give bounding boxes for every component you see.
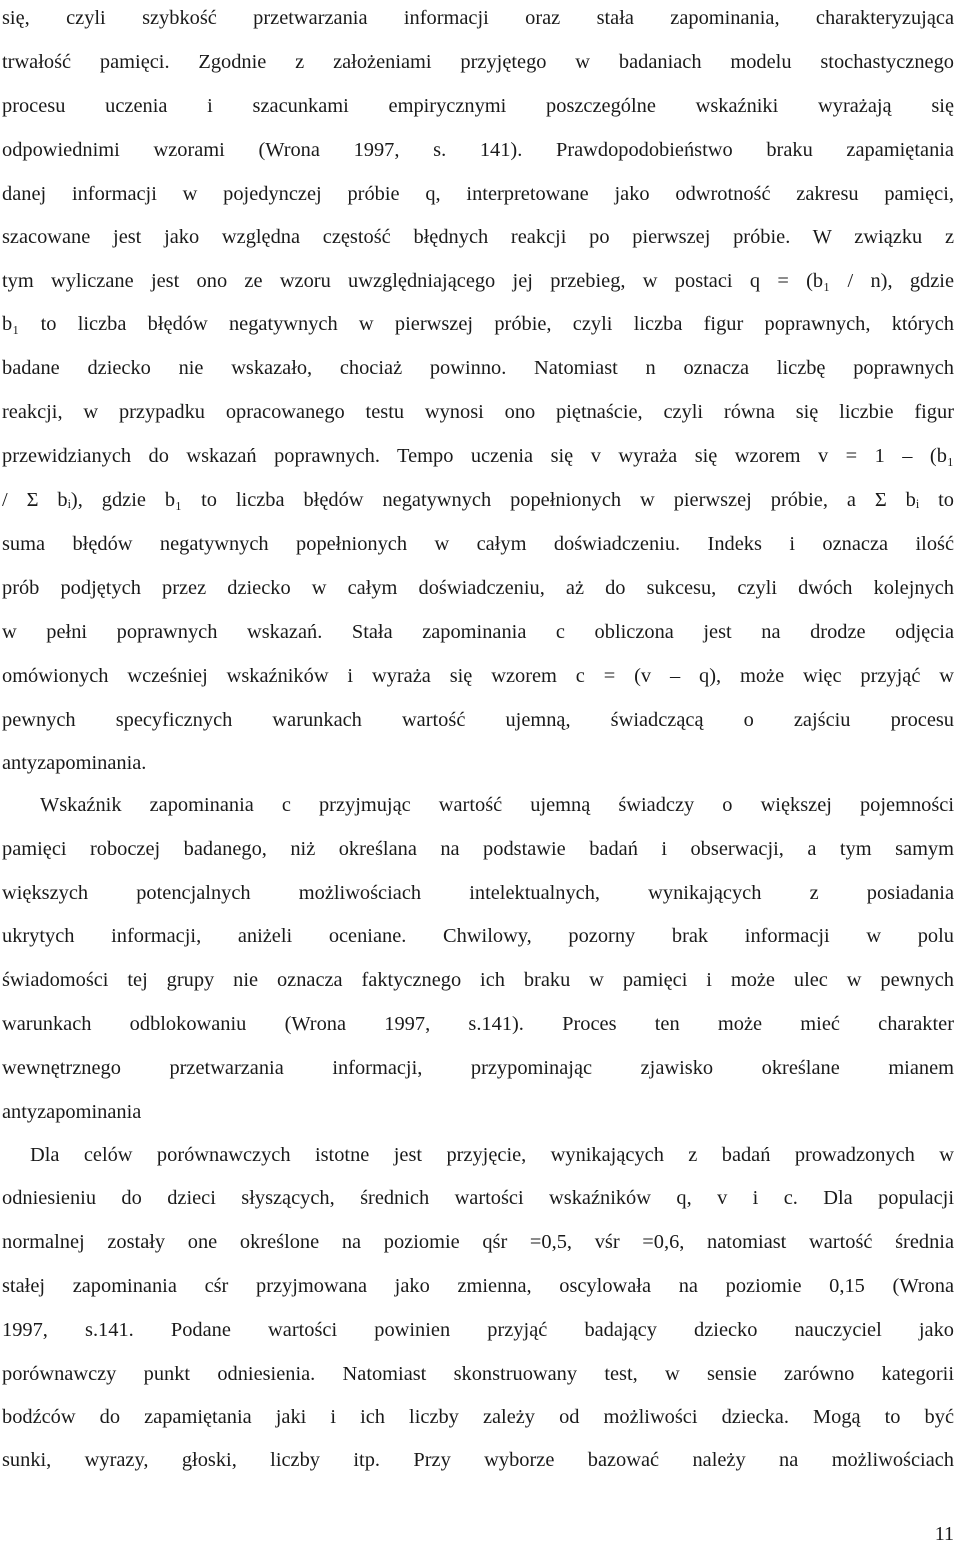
text-line: Wskaźnik zapominania c przyjmując wartość ujemną świadczy o większej pojemności bbox=[40, 794, 954, 816]
text-line: normalnej zostały one określone na poziomie qśr =0,5, vśr =0,6, natomiast wartość średnia bbox=[2, 1231, 954, 1253]
text-line: badane dziecko nie wskazało, chociaż powinno. Natomiast n oznacza liczbę poprawnych bbox=[2, 357, 954, 379]
text-line: pamięci roboczej badanego, niż określana na podstawie badań i obserwacji, a tym samym bbox=[2, 838, 954, 860]
text-line: szacowane jest jako względna częstość błędnych reakcji po pierwszej próbie. W związku z bbox=[2, 226, 954, 248]
text-line: świadomości tej grupy nie oznacza faktycznego ich braku w pamięci i może ulec w pewnych bbox=[2, 969, 954, 991]
text-line: b₁ to liczba błędów negatywnych w pierwszej próbie, czyli liczba figur poprawnych, których bbox=[2, 313, 954, 335]
text-line: wewnętrznego przetwarzania informacji, przypominając zjawisko określane mianem bbox=[2, 1057, 954, 1079]
text-line: bodźców do zapamiętania jaki i ich liczby zależy od możliwości dziecka. Mogą to być bbox=[2, 1406, 954, 1428]
text-line: reakcji, w przypadku opracowanego testu wynosi ono piętnaście, czyli równa się liczbie figur bbox=[2, 401, 954, 423]
text-line: prób podjętych przez dziecko w całym doświadczeniu, aż do sukcesu, czyli dwóch kolejnych bbox=[2, 577, 954, 599]
text-line: 1997, s.141. Podane wartości powinien przyjąć badający dziecko nauczyciel jako bbox=[2, 1319, 954, 1341]
text-line: omówionych wcześniej wskaźników i wyraża się wzorem c = (v – q), może więc przyjąć w bbox=[2, 665, 954, 687]
text-line: warunkach odblokowaniu (Wrona 1997, s.141). Proces ten może mieć charakter bbox=[2, 1013, 954, 1035]
text-line: w pełni poprawnych wskazań. Stała zapominania c obliczona jest na drodze odjęcia bbox=[2, 621, 954, 643]
text-line: trwałość pamięci. Zgodnie z założeniami przyjętego w badaniach modelu stochastycznego bbox=[2, 51, 954, 73]
text-line: odniesieniu do dzieci słyszących, średnich wartości wskaźników q, v i c. Dla populacji bbox=[2, 1187, 954, 1209]
text-line: Dla celów porównawczych istotne jest przyjęcie, wynikających z badań prowadzonych w bbox=[30, 1144, 954, 1166]
text-line: pewnych specyficznych warunkach wartość ujemną, świadczącą o zajściu procesu bbox=[2, 709, 954, 731]
text-line: / Σ bᵢ), gdzie b₁ to liczba błędów negatywnych popełnionych w pierwszej próbie, a Σ bᵢ to bbox=[2, 489, 954, 511]
page-number: 11 bbox=[934, 1523, 954, 1545]
text-line: suma błędów negatywnych popełnionych w całym doświadczeniu. Indeks i oznacza ilość bbox=[2, 533, 954, 555]
text-line: porównawczy punkt odniesienia. Natomiast skonstruowany test, w sensie zarówno kategorii bbox=[2, 1363, 954, 1385]
text-line: przewidzianych do wskazań poprawnych. Tempo uczenia się v wyraża się wzorem v = 1 – (b₁ bbox=[2, 445, 954, 467]
text-line: danej informacji w pojedynczej próbie q, interpretowane jako odwrotność zakresu pamięci, bbox=[2, 183, 954, 205]
text-line: się, czyli szybkość przetwarzania informacji oraz stała zapominania, charakteryzująca bbox=[2, 7, 954, 29]
text-line: większych potencjalnych możliwościach intelektualnych, wynikających z posiadania bbox=[2, 882, 954, 904]
text-line: odpowiednimi wzorami (Wrona 1997, s. 141). Prawdopodobieństwo braku zapamiętania bbox=[2, 139, 954, 161]
text-line: sunki, wyrazy, głoski, liczby itp. Przy wyborze bazować należy na możliwościach bbox=[2, 1449, 954, 1471]
text-line: antyzapominania. bbox=[2, 752, 147, 774]
text-line: tym wyliczane jest ono ze wzoru uwzględniającego jej przebieg, w postaci q = (b₁ / n), gdzie bbox=[2, 270, 954, 292]
text-line: procesu uczenia i szacunkami empirycznymi poszczególne wskaźniki wyrażają się bbox=[2, 95, 954, 117]
text-line: stałej zapominania cśr przyjmowana jako zmienna, oscylowała na poziomie 0,15 (Wrona bbox=[2, 1275, 954, 1297]
text-line: antyzapominania bbox=[2, 1101, 142, 1123]
text-line: ukrytych informacji, aniżeli oceniane. Chwilowy, pozorny brak informacji w polu bbox=[2, 925, 954, 947]
